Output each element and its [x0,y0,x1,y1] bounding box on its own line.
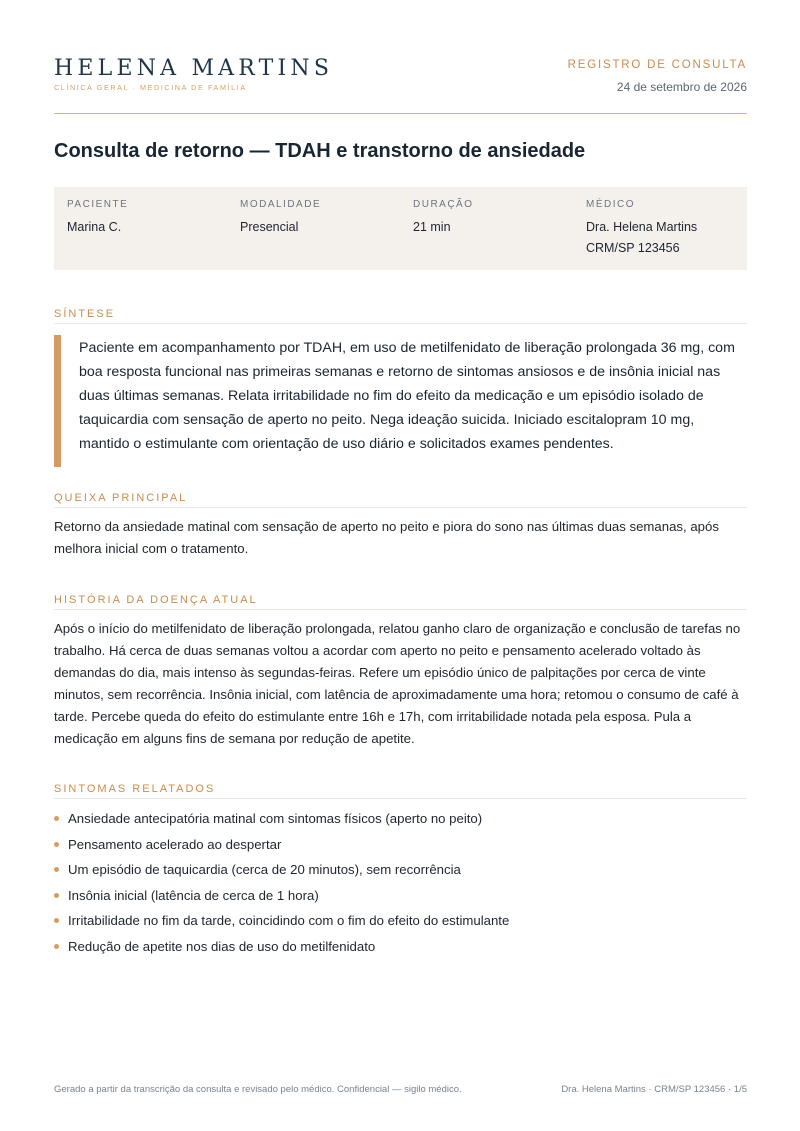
document-type: REGISTRO DE CONSULTA [567,59,747,71]
bullet-icon [54,867,59,872]
complaint-text: Retorno da ansiedade matinal com sensação de aperto no peito e piora do sono nas últimas duas semanas, após melhora inicial com o tratamento. [54,519,719,556]
history-heading [54,590,747,610]
history-heading-text: HISTÓRIA DA DOENÇA ATUAL [54,594,258,606]
list-item [54,806,747,832]
symptom-text: Insônia inicial (latência de cerca de 1 hora) [68,887,319,903]
info-duration [413,198,474,238]
list-item [54,908,747,934]
brand-subtitle: CLÍNICA GERAL · MEDICINA DE FAMÍLIA [54,83,247,92]
document-date: 24 de setembro de 2026 [616,80,747,94]
synthesis-heading-text: SÍNTESE [54,308,116,320]
symptom-text: Ansiedade antecipatória matinal com sintomas físicos (aperto no peito) [68,811,483,826]
bullet-icon [54,842,59,847]
list-item [54,883,747,909]
duration-value: 21 min [413,220,451,234]
symptom-text: Redução de apetite nos dias de uso do metilfenidato [68,938,376,954]
synthesis-text: Paciente em acompanhamento por TDAH, em uso de metilfenidato de liberação prolongada 36 mg, com boa resposta funcional nas primeiras semanas e retorno de sintomas ansiosos e de insônia inicial nas duas últimas semanas. Relata irritabilidade no fim do efeito da medicação e um episódio isolado de taquicardia com sensação de aperto no peito. Nega ideação suicida. Iniciado escitalopram 10 mg, mantido o estimulante com orientação de uso diário e solicitados exames pendentes. [79,340,735,452]
bullet-icon [54,944,59,949]
doctor-label: MÉDICO [586,199,635,210]
symptom-text: Pensamento acelerado ao despertar [68,836,282,852]
consultation-info-panel [54,187,747,270]
list-item [54,857,747,883]
brand-name: HELENA MARTINS [54,56,334,81]
info-patient [67,198,128,238]
list-item [54,832,747,858]
symptoms-heading [54,779,747,799]
doctor-name: Dra. Helena Martins [586,220,698,234]
bullet-icon [54,918,59,923]
list-item [54,934,747,960]
document-page [54,0,747,1131]
duration-label: DURAÇÃO [413,199,474,210]
patient-value: Marina C. [67,220,122,234]
synthesis-block [54,335,747,467]
synthesis-heading [54,304,747,324]
symptom-text: Irritabilidade no fim da tarde, coincidindo com o fim do efeito do estimulante [68,913,510,929]
info-doctor [586,198,697,259]
bullet-icon [54,893,59,898]
mode-value: Presencial [240,220,299,234]
symptoms-list [54,806,747,960]
complaint-heading [54,488,747,508]
bullet-icon [54,816,59,821]
history-text: Após o início do metilfenidato de liberação prolongada, relatou ganho claro de organização e conclusão de tarefas no trabalho. Há cerca de duas semanas voltou a acordar com aperto no peito e pensamento acelerado voltado às demandas do dia, mais intenso às segundas-feiras. Refere um episódio único de palpitações por cerca de vinte minutos, sem recorrência. Insônia inicial, com latência de aproximadamente uma hora; retomou o consumo de café à tarde. Percebe queda do efeito do estimulante entre 16h e 17h, com irritabilidade notada pela esposa. Pula a medicação em alguns fins de semana por redução de apetite. [54,621,741,746]
complaint-heading-text: QUEIXA PRINCIPAL [54,492,188,504]
page-title: Consulta de retorno — TDAH e transtorno de ansiedade [54,140,586,162]
symptom-text: Um episódio de taquicardia (cerca de 20 minutos), sem recorrência [68,862,461,878]
document-header [54,56,747,114]
mode-label: MODALIDADE [240,199,322,210]
patient-label: PACIENTE [67,199,129,210]
symptoms-heading-text: SINTOMAS RELATADOS [54,783,216,795]
footer-note: Gerado a partir da transcrição da consulta e revisado pelo médico. Confidencial — sigilo médico. [54,1084,462,1095]
info-mode [240,198,321,238]
doctor-crm: CRM/SP 123456 [586,241,680,255]
synthesis-accent-bar [54,335,61,467]
footer-page-info: Dra. Helena Martins · CRM/SP 123456 · 1/5 [561,1084,747,1095]
